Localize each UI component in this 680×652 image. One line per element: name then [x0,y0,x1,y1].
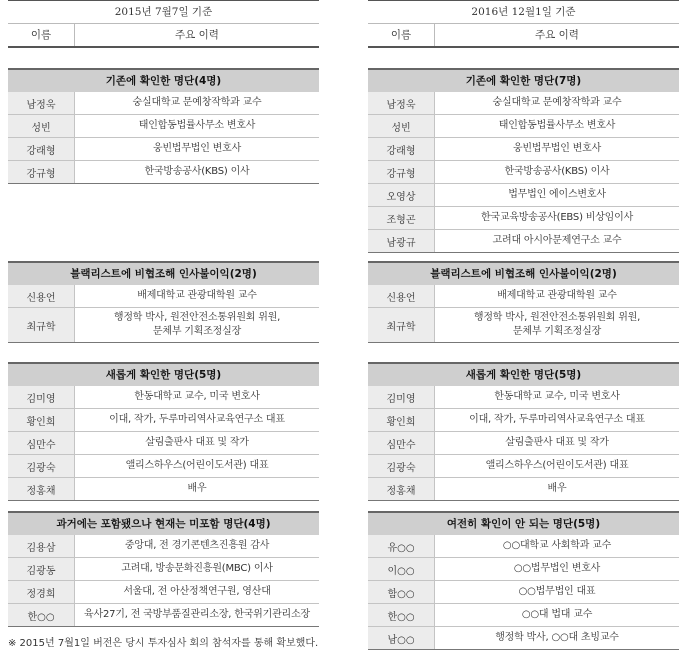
person-name: 유○○ [368,535,435,557]
person-career: 행정학 박사, 원전안전소통위원회 위원, 문체부 기획조정실장 [473,312,641,337]
person-career: 이대, 작가, 두루마리역사교육연구소 대표 [469,414,645,425]
table-row [8,92,319,115]
footnote: ※ 2015년 7월1일 버전은 당시 투자심사 회의 참석자를 통해 확보했다. [8,638,319,649]
person-career: 살림출판사 대표 및 작가 [145,437,249,448]
person-name: 강규형 [368,161,435,183]
col-name-header: 이름 [8,24,75,46]
col-career-header: 주요 이력 [535,29,579,41]
table-row [8,138,319,161]
person-name: 김광숙 [8,455,75,477]
person-career: 배제대학교 관광대학원 교수 [497,290,617,301]
section-past [8,511,319,627]
person-name: 최규학 [368,308,435,342]
person-name: 신용언 [368,285,435,307]
person-career: 한동대학교 교수, 미국 변호사 [494,391,620,402]
person-career: 행정학 박사, ○○대 초빙교수 [495,632,619,643]
person-career: 배우 [547,483,567,494]
table-row [368,558,679,581]
person-name: 김미영 [8,386,75,408]
section-new [368,362,679,501]
person-career: ○○법무법인 변호사 [513,563,601,574]
person-name: 신용언 [8,285,75,307]
person-name: 정홍채 [8,478,75,500]
person-name: 한○○ [368,604,435,626]
col-name-header: 이름 [368,24,435,46]
date-header: 2016년 12월1일 기준 [368,0,679,24]
person-name: 함○○ [368,581,435,603]
left-table [8,0,319,623]
person-career: 이대, 작가, 두루마리역사교육연구소 대표 [109,414,285,425]
table-row [8,308,319,343]
person-career: 고려대 아시아문제연구소 교수 [492,235,622,246]
table-row [368,308,679,343]
table-row [8,285,319,308]
table-row [368,386,679,409]
section-title: 여전히 확인이 안 되는 명단(5명) [368,511,679,535]
date-header: 2015년 7월7일 기준 [8,0,319,24]
person-career: 웅빈법무법인 변호사 [512,143,602,154]
person-career: 앨리스하우스(어린이도서관) 대표 [485,460,629,471]
person-career: 서울대, 전 아산정책연구원, 영산대 [123,586,271,597]
person-name: 김용삼 [8,535,75,557]
column-header [8,24,319,48]
person-name: 강래형 [8,138,75,160]
person-name: 김광숙 [368,455,435,477]
person-name: 최규학 [8,308,75,342]
person-career: 한국방송공사(KBS) 이사 [504,166,610,177]
person-career: 배제대학교 관광대학원 교수 [137,290,257,301]
person-name: 남정욱 [368,92,435,114]
person-career: 태인합동법률사무소 변호사 [138,120,256,131]
table-row [8,558,319,581]
section-new [8,362,319,501]
person-career: ○○법무법인 대표 [518,586,596,597]
table-row [368,92,679,115]
table-row [368,207,679,230]
person-name: 남○○ [368,627,435,649]
person-name: 성빈 [8,115,75,137]
section-blacklist [368,261,679,343]
section-title: 새롭게 확인한 명단(5명) [368,362,679,386]
table-row [368,184,679,207]
person-name: 한○○ [8,604,75,626]
section-unconfirmed [368,511,679,650]
person-name: 강규형 [8,161,75,183]
person-career: 고려대, 방송문화진흥원(MBC) 이사 [121,563,273,574]
table-row [8,581,319,604]
person-career: 법무법인 에이스변호사 [508,189,606,200]
person-name: 김미영 [368,386,435,408]
table-row [368,478,679,501]
person-name: 남정욱 [8,92,75,114]
person-career: ○○대학교 사회학과 교수 [502,540,612,551]
person-career: 숭실대학교 문예창작학과 교수 [492,97,622,108]
table-row [368,285,679,308]
table-row [368,627,679,650]
table-row [8,409,319,432]
table-row [368,115,679,138]
person-career: 배우 [187,483,207,494]
right-table [368,0,679,646]
table-row [8,386,319,409]
person-name: 조형곤 [368,207,435,229]
person-name: 황인희 [368,409,435,431]
table-row [368,230,679,253]
table-row [8,432,319,455]
person-name: 강래형 [368,138,435,160]
section-blacklist [8,261,319,343]
table-row [8,455,319,478]
section-title: 과거에는 포함됐으나 현재는 미포함 명단(4명) [8,511,319,535]
table-row [8,478,319,501]
table-row [368,535,679,558]
section-existing [368,68,679,253]
table-row [8,161,319,184]
person-name: 심만수 [8,432,75,454]
section-title: 기존에 확인한 명단(4명) [8,68,319,92]
person-career: 한국방송공사(KBS) 이사 [144,166,250,177]
person-career: 중앙대, 전 경기콘텐츠진흥원 감사 [124,540,270,551]
person-career: 한국교육방송공사(EBS) 비상임이사 [480,212,634,223]
table-row [8,115,319,138]
person-name: 심만수 [368,432,435,454]
person-name: 이○○ [368,558,435,580]
table-row [368,138,679,161]
person-name: 오영상 [368,184,435,206]
section-title: 기존에 확인한 명단(7명) [368,68,679,92]
table-row [368,604,679,627]
person-name: 남광규 [368,230,435,252]
table-row [368,581,679,604]
person-name: 성빈 [368,115,435,137]
section-title: 블랙리스트에 비협조해 인사불이익(2명) [368,261,679,285]
person-career: 태인합동법률사무소 변호사 [498,120,616,131]
table-row [368,409,679,432]
column-header [368,24,679,48]
person-career: 육사27기, 전 국방부품질관리소장, 한국위기관리소장 [84,609,310,620]
table-row [8,535,319,558]
person-name: 정경희 [8,581,75,603]
person-career: 한동대학교 교수, 미국 변호사 [134,391,260,402]
section-title: 새롭게 확인한 명단(5명) [8,362,319,386]
person-name: 정홍채 [368,478,435,500]
person-name: 황인희 [8,409,75,431]
table-row [368,432,679,455]
section-title: 블랙리스트에 비협조해 인사불이익(2명) [8,261,319,285]
person-career: 숭실대학교 문예창작학과 교수 [132,97,262,108]
person-career: 살림출판사 대표 및 작가 [505,437,609,448]
person-career: 웅빈법무법인 변호사 [152,143,242,154]
person-career: 앨리스하우스(어린이도서관) 대표 [125,460,269,471]
col-career-header: 주요 이력 [175,29,219,41]
person-career: ○○대 법대 교수 [521,609,593,620]
person-name: 김광동 [8,558,75,580]
table-row [368,161,679,184]
table-row [8,604,319,627]
table-row [368,455,679,478]
section-existing [8,68,319,184]
person-career: 행정학 박사, 원전안전소통위원회 위원, 문체부 기획조정실장 [113,312,281,337]
